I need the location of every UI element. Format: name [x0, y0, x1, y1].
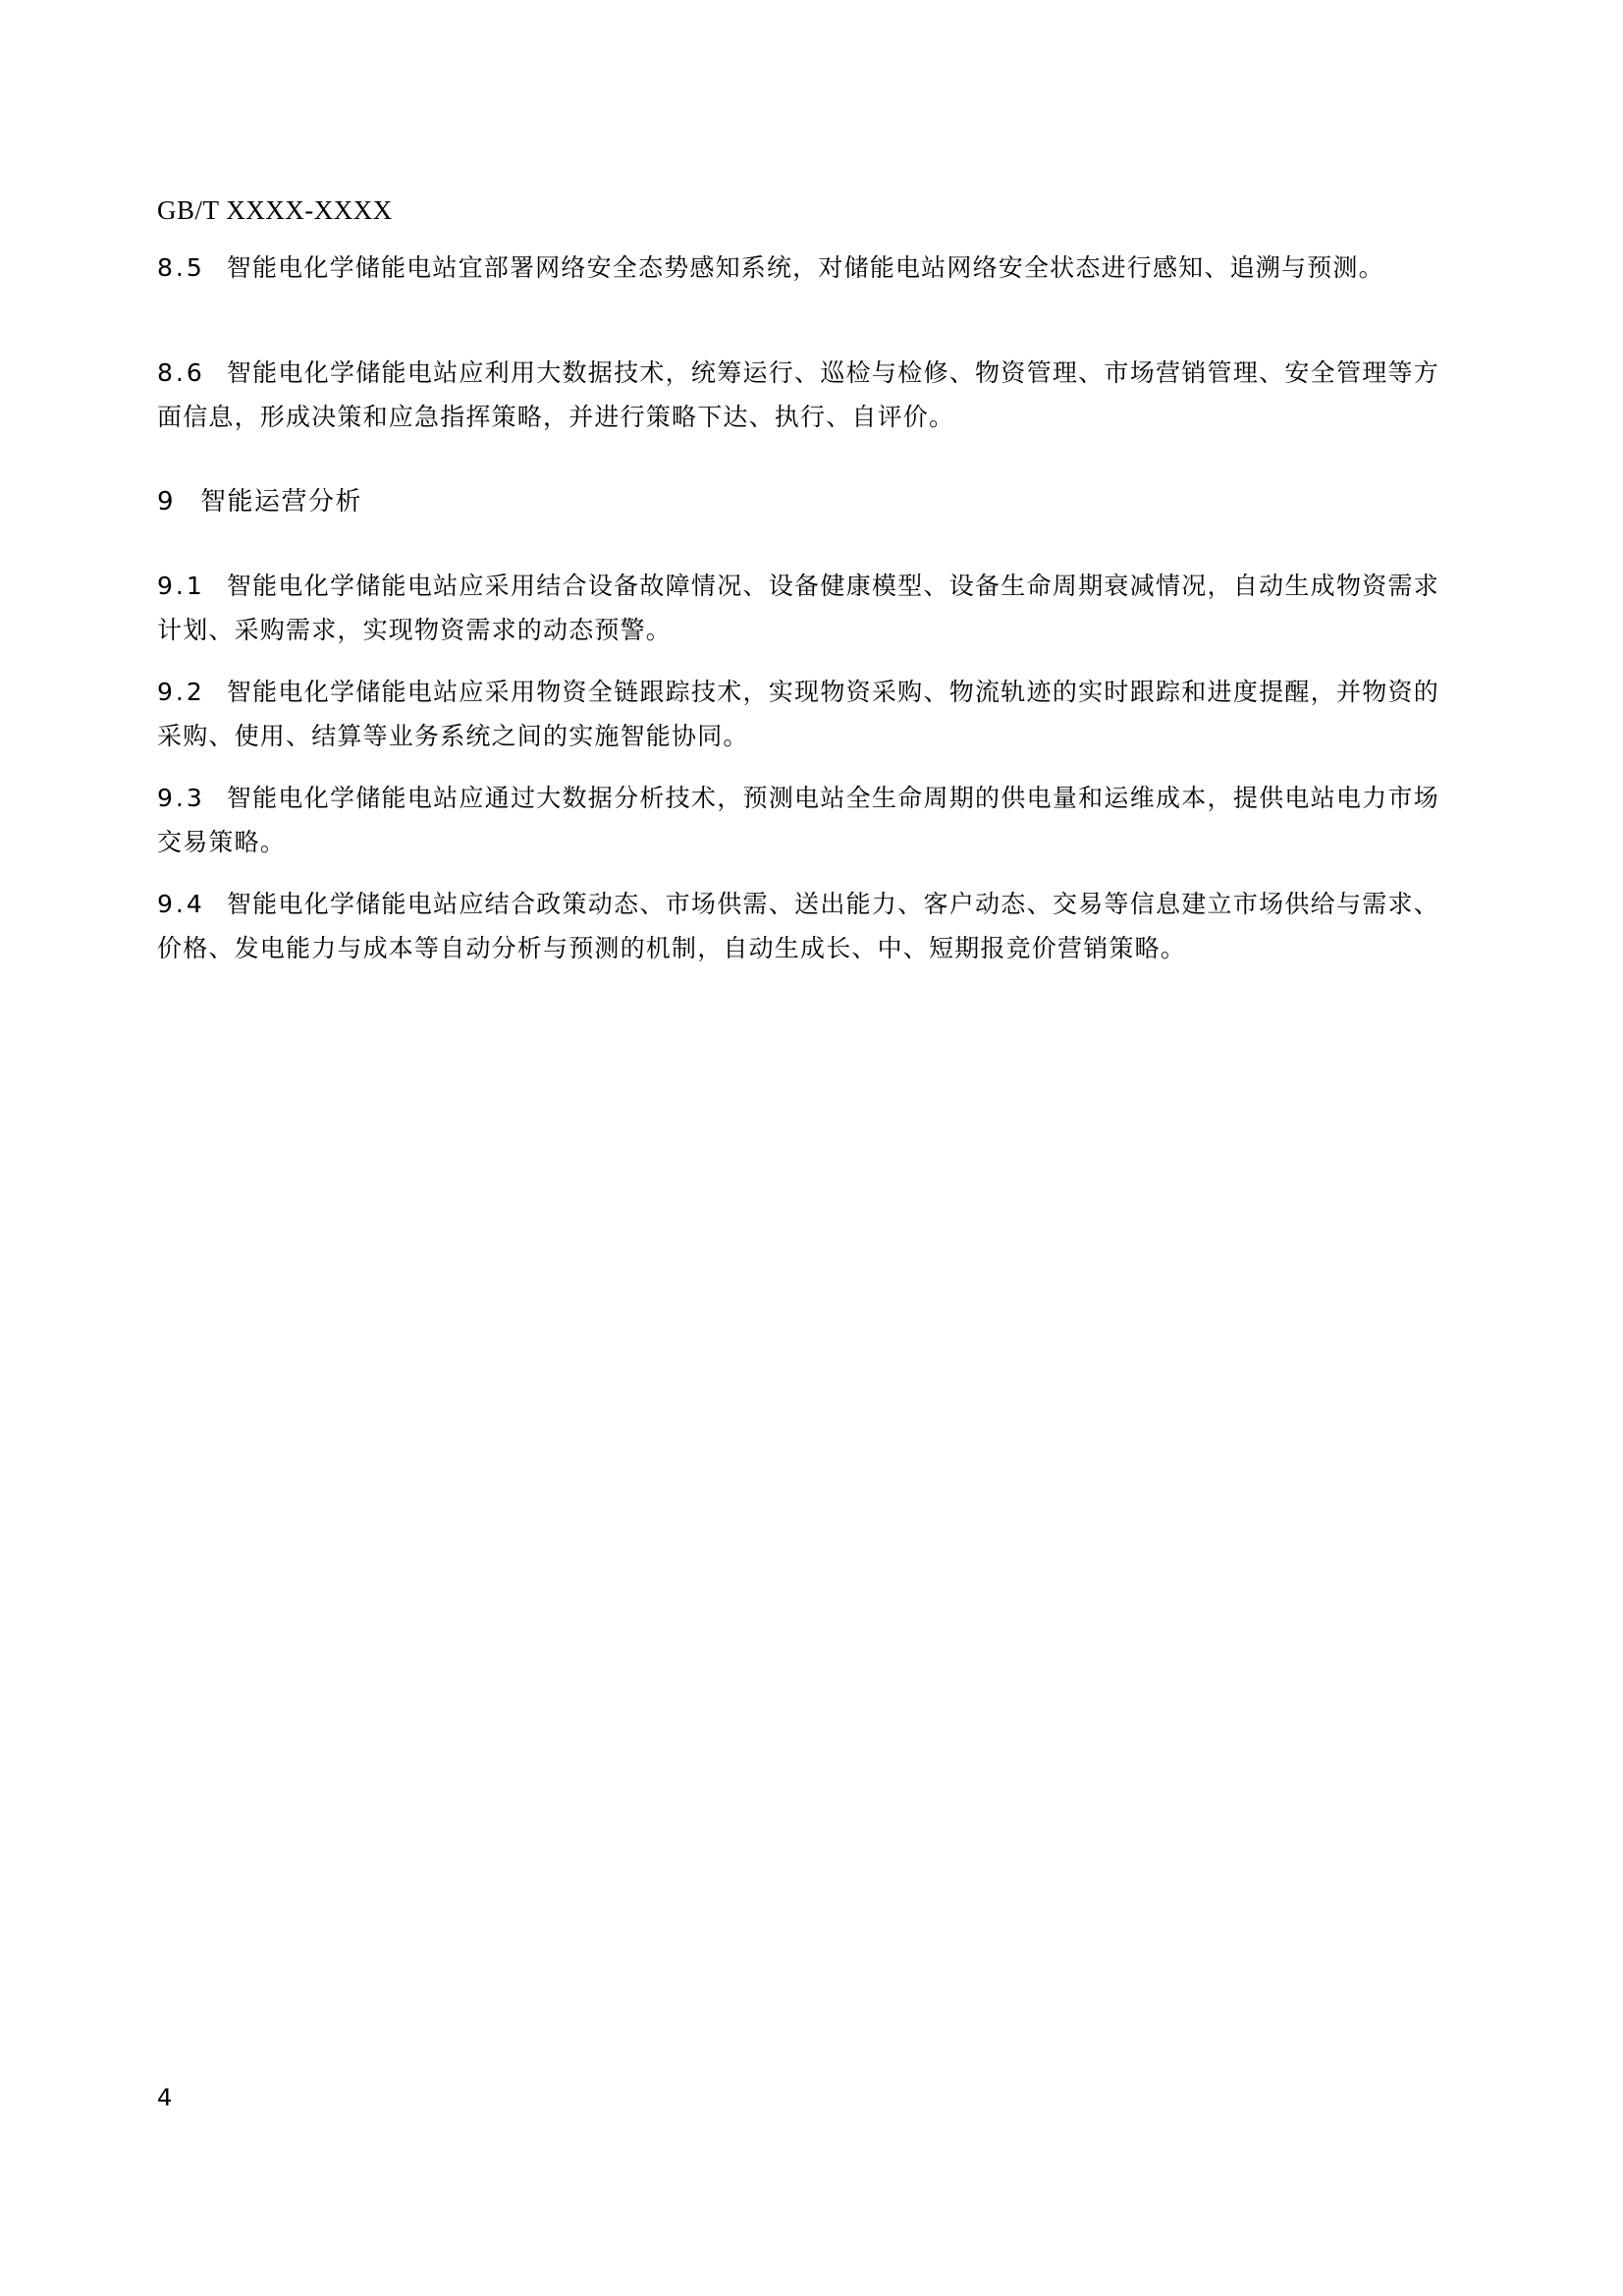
clause-text: 智能电化学储能电站宜部署网络安全态势感知系统，对储能电站网络安全状态进行感知、追溯与预测。: [226, 253, 1384, 282]
clause-9-3: [157, 776, 1439, 864]
section-heading: [157, 482, 362, 521]
page-number: 4: [157, 2084, 173, 2111]
document-code: GB/T XXXX-XXXX: [157, 195, 393, 225]
clause-number: 8.5: [157, 253, 205, 282]
clause-number: 9.4: [157, 890, 205, 918]
clause-text: 智能电化学储能电站应采用结合设备故障情况、设备健康模型、设备生命周期衰减情况，自动生成物资需求计划、采购需求，实现物资需求的动态预警。: [157, 572, 1439, 644]
clause-text: 智能电化学储能电站应结合政策动态、市场供需、送出能力、客户动态、交易等信息建立市场供给与需求、价格、发电能力与成本等自动分析与预测的机制，自动生成长、中、短期报竞价营销策略。: [157, 890, 1439, 962]
clause-text: 智能电化学储能电站应利用大数据技术，统筹运行、巡检与检修、物资管理、市场营销管理、安全管理等方面信息，形成决策和应急指挥策略，并进行策略下达、执行、自评价。: [157, 358, 1439, 431]
clause-9-2: [157, 670, 1439, 758]
clause-9-4: [157, 882, 1439, 970]
clause-number: 8.6: [157, 358, 205, 387]
clause-number: 9.2: [157, 678, 205, 706]
clause-9-1: [157, 564, 1439, 652]
section-number: 9: [157, 487, 176, 517]
clause-number: 9.3: [157, 784, 205, 812]
clause-8-6: [157, 351, 1439, 439]
clause-text: 智能电化学储能电站应采用物资全链跟踪技术，实现物资采购、物流轨迹的实时跟踪和进度提醒，并物资的采购、使用、结算等业务系统之间的实施智能协同。: [157, 678, 1439, 750]
clause-8-5: [157, 246, 1439, 290]
section-title: 智能运营分析: [200, 487, 363, 517]
clause-number: 9.1: [157, 572, 205, 600]
clause-text: 智能电化学储能电站应通过大数据分析技术，预测电站全生命周期的供电量和运维成本，提供电站电力市场交易策略。: [157, 784, 1439, 856]
